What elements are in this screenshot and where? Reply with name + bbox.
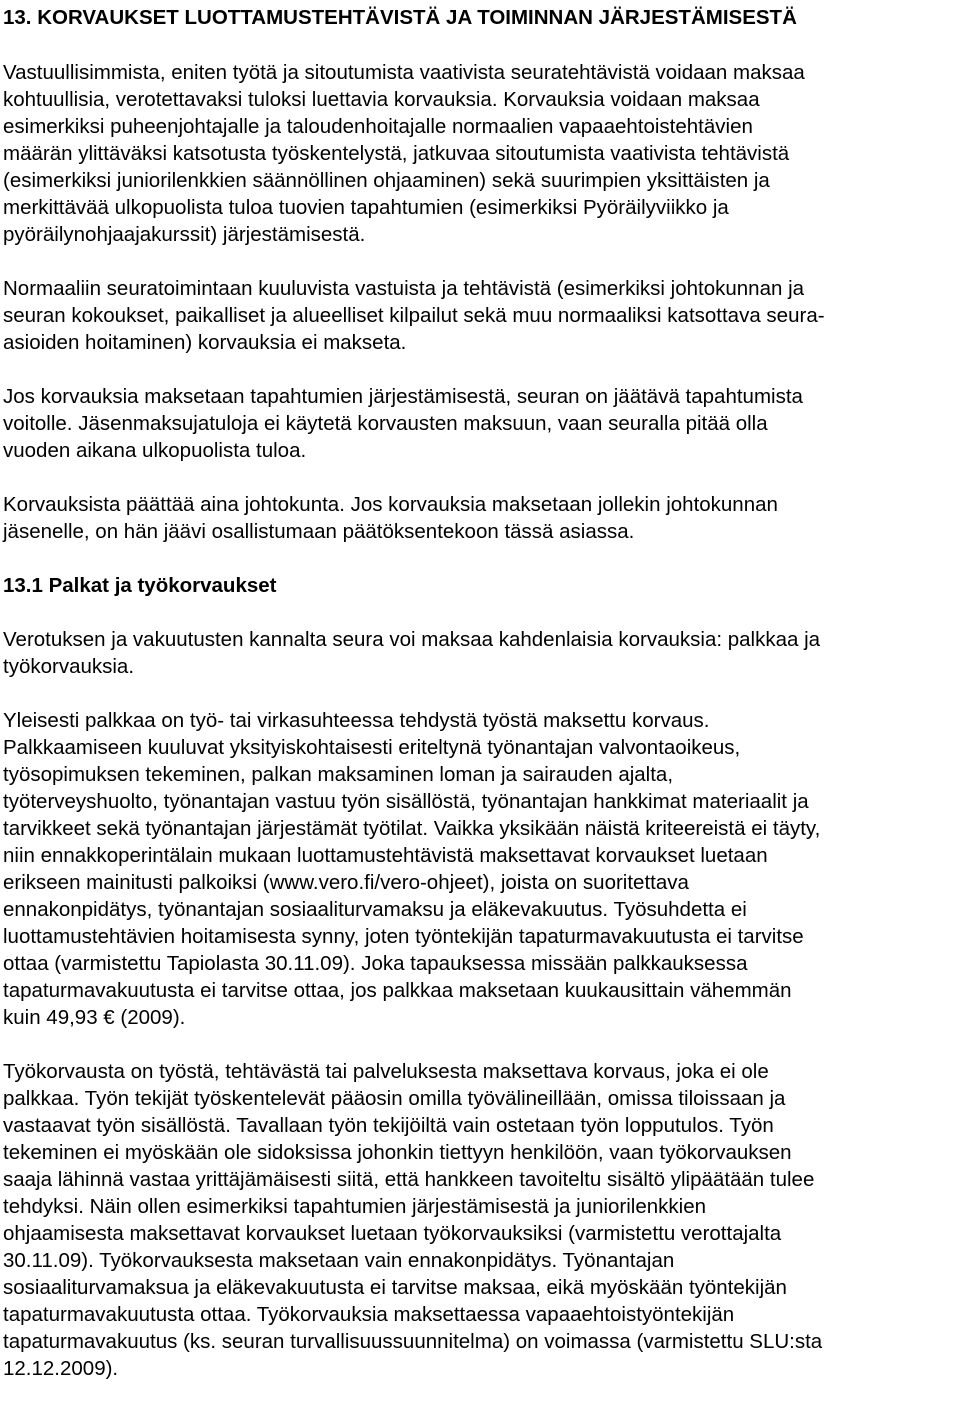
text-line: tapaturmavakuutusta ei tarvitse ottaa, jos palkkaa maksetaan kuukausittain vähemmän xyxy=(3,979,792,1002)
text-line: vuoden aikana ulkopuolista tuloa. xyxy=(3,439,307,462)
text-line: kohtuullisia, verotettavaksi tuloksi luettavia korvauksia. Korvauksia voidaan maksaa xyxy=(3,88,760,111)
text-line: ohjaamisesta maksettavat korvaukset luetaan työkorvauksiksi (varmistettu verottajalta xyxy=(3,1222,782,1245)
text-line: Palkkaamiseen kuuluvat yksityiskohtaisesti eriteltynä työnantajan valvontaoikeus, xyxy=(3,736,741,759)
text-line: vastaavat työn sisällöstä. Tavallaan työn tekijöiltä vain ostetaan työn lopputulos. Työn xyxy=(3,1114,774,1137)
section-heading: 13. KORVAUKSET LUOTTAMUSTEHTÄVISTÄ JA TOIMINNAN JÄRJESTÄMISESTÄ xyxy=(3,6,797,29)
text-line: työkorvauksia. xyxy=(3,655,135,678)
text-line: Työkorvausta on työstä, tehtävästä tai palveluksesta maksettava korvaus, joka ei ole xyxy=(3,1060,769,1083)
paragraph xyxy=(3,59,953,248)
paragraph xyxy=(3,383,953,464)
text-line: pyöräilynohjaajakurssit) järjestämisestä. xyxy=(3,223,366,246)
text-line: Yleisesti palkkaa on työ- tai virkasuhteessa tehdystä työstä maksettu korvaus. xyxy=(3,709,710,732)
text-line: 12.12.2009). xyxy=(3,1357,119,1380)
text-line: tehdyksi. Näin ollen esimerkiksi tapahtumien järjestämisestä ja juniorilenkkien xyxy=(3,1195,707,1218)
subsection-body xyxy=(3,626,953,1382)
text-line: luottamustehtävien hoitamisesta synny, joten työntekijän tapaturmavakuutusta ei tarvitse xyxy=(3,925,804,948)
text-line: Verotuksen ja vakuutusten kannalta seura voi maksaa kahdenlaisia korvauksia: palkkaa ja xyxy=(3,628,821,651)
paragraph xyxy=(3,1058,953,1382)
text-line: jäsenelle, on hän jäävi osallistumaan päätöksentekoon tässä asiassa. xyxy=(3,520,635,543)
text-line: seuran kokoukset, paikalliset ja alueelliset kilpailut sekä muu normaaliksi katsottava seura- xyxy=(3,304,825,327)
paragraph xyxy=(3,275,953,356)
text-line: saaja lähinnä vastaa yrittäjämäisesti siitä, että hankkeen tavoiteltu sisältö ylipäätään tulee xyxy=(3,1168,815,1191)
text-line: Korvauksista päättää aina johtokunta. Jos korvauksia maksetaan jollekin johtokunnan xyxy=(3,493,778,516)
text-line: tapaturmavakuutusta ottaa. Työkorvauksia maksettaessa vapaaehtoistyöntekijän xyxy=(3,1303,735,1326)
text-line: määrän ylittäväksi katsotusta työskentelystä, jatkuvaa sitoutumista vaativista tehtävistä xyxy=(3,142,790,165)
document-page xyxy=(3,4,953,1409)
text-line: työsopimuksen tekeminen, palkan maksaminen loman ja sairauden ajalta, xyxy=(3,763,674,786)
text-line: niin ennakkoperintälain mukaan luottamustehtävistä maksettavat korvaukset luetaan xyxy=(3,844,768,867)
text-line: työterveyshuolto, työnantajan vastuu työn sisällöstä, työnantajan hankkimat materiaalit ja xyxy=(3,790,809,813)
section-body xyxy=(3,59,953,545)
text-line: ottaa (varmistettu Tapiolasta 30.11.09). Joka tapauksessa missään palkkauksessa xyxy=(3,952,748,975)
text-line: Jos korvauksia maksetaan tapahtumien järjestämisestä, seuran on jäätävä tapahtumista xyxy=(3,385,803,408)
text-line: kuin 49,93 € (2009). xyxy=(3,1006,186,1029)
paragraph xyxy=(3,707,953,1031)
text-line: palkkaa. Työn tekijät työskentelevät pääosin omilla työvälineillään, omissa tiloissaan ja xyxy=(3,1087,786,1110)
text-line: Normaaliin seuratoimintaan kuuluvista vastuista ja tehtävistä (esimerkiksi johtokunnan ja xyxy=(3,277,805,300)
text-line: voitolle. Jäsenmaksujatuloja ei käytetä korvausten maksuun, vaan seuralla pitää olla xyxy=(3,412,768,435)
text-line: sosiaaliturvamaksua ja eläkevakuutusta ei tarvitse maksaa, eikä myöskään työntekijän xyxy=(3,1276,787,1299)
text-line: merkittävää ulkopuolista tuloa tuovien tapahtumien (esimerkiksi Pyöräilyviikko ja xyxy=(3,196,729,219)
paragraph xyxy=(3,491,953,545)
text-line: asioiden hoitaminen) korvauksia ei makseta. xyxy=(3,331,407,354)
text-line: 30.11.09). Työkorvauksesta maksetaan vain ennakonpidätys. Työnantajan xyxy=(3,1249,675,1272)
text-line: ennakonpidätys, työnantajan sosiaaliturvamaksu ja eläkevakuutus. Työsuhdetta ei xyxy=(3,898,747,921)
text-line: tekeminen ei myöskään ole sidoksissa johonkin tiettyyn henkilöön, vaan työkorvauksen xyxy=(3,1141,792,1164)
paragraph xyxy=(3,626,953,680)
text-line: esimerkiksi puheenjohtajalle ja taloudenhoitajalle normaalien vapaaehtoistehtävien xyxy=(3,115,753,138)
text-line: erikseen mainitusti palkoiksi (www.vero.fi/vero-ohjeet), joista on suoritettava xyxy=(3,871,689,894)
text-line: (esimerkiksi juniorilenkkien säännöllinen ohjaaminen) sekä suurimpien yksittäisten ja xyxy=(3,169,770,192)
text-line: Vastuullisimmista, eniten työtä ja sitoutumista vaativista seuratehtävistä voidaan maksaa xyxy=(3,61,805,84)
subsection-heading: 13.1 Palkat ja työkorvaukset xyxy=(3,574,277,597)
text-line: tarvikkeet sekä työnantajan järjestämät työtilat. Vaikka yksikään näistä kriteereistä ei täyty, xyxy=(3,817,821,840)
text-line: tapaturmavakuutus (ks. seuran turvallisuussuunnitelma) on voimassa (varmistettu SLU:sta xyxy=(3,1330,823,1353)
